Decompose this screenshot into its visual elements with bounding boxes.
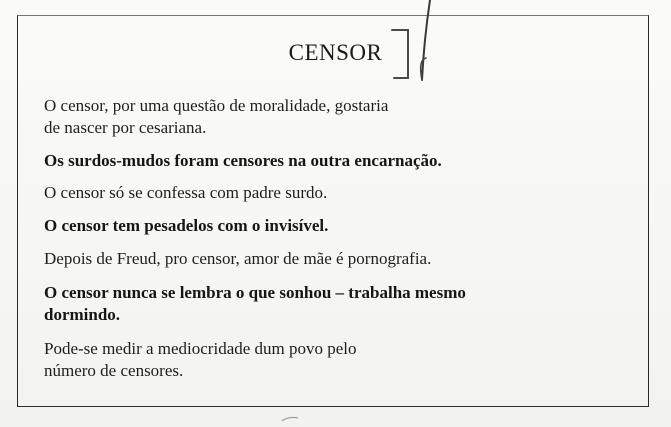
paragraph-line: O censor, por uma questão de moralidade, gostaria: [44, 96, 389, 115]
paragraph-line: Pode-se medir a mediocridade dum povo pelo: [44, 339, 357, 358]
paragraph-2: [44, 150, 634, 172]
paragraph-line: O censor tem pesadelos com o invisível.: [44, 216, 329, 235]
pencil-smudge: [280, 416, 300, 422]
paragraph-line: número de censores.: [44, 361, 184, 380]
paragraph-6: [44, 282, 634, 326]
paragraph-line: O censor nunca se lembra o que sonhou – trabalha mesmo: [44, 283, 466, 302]
paragraph-line: Depois de Freud, pro censor, amor de mãe é pornografia.: [44, 249, 432, 268]
paragraph-line: O censor só se confessa com padre surdo.: [44, 183, 328, 202]
paragraph-1: [44, 95, 634, 139]
paragraph-7: [44, 338, 634, 382]
paragraph-line: Os surdos-mudos foram censores na outra encarnação.: [44, 151, 442, 170]
paragraph-3: [44, 182, 634, 204]
paragraph-line: dormindo.: [44, 305, 121, 324]
paragraph-line: de nascer por cesariana.: [44, 118, 207, 137]
paragraph-5: [44, 248, 634, 270]
paragraph-4: [44, 215, 634, 237]
page-title: CENSOR: [288, 40, 383, 65]
